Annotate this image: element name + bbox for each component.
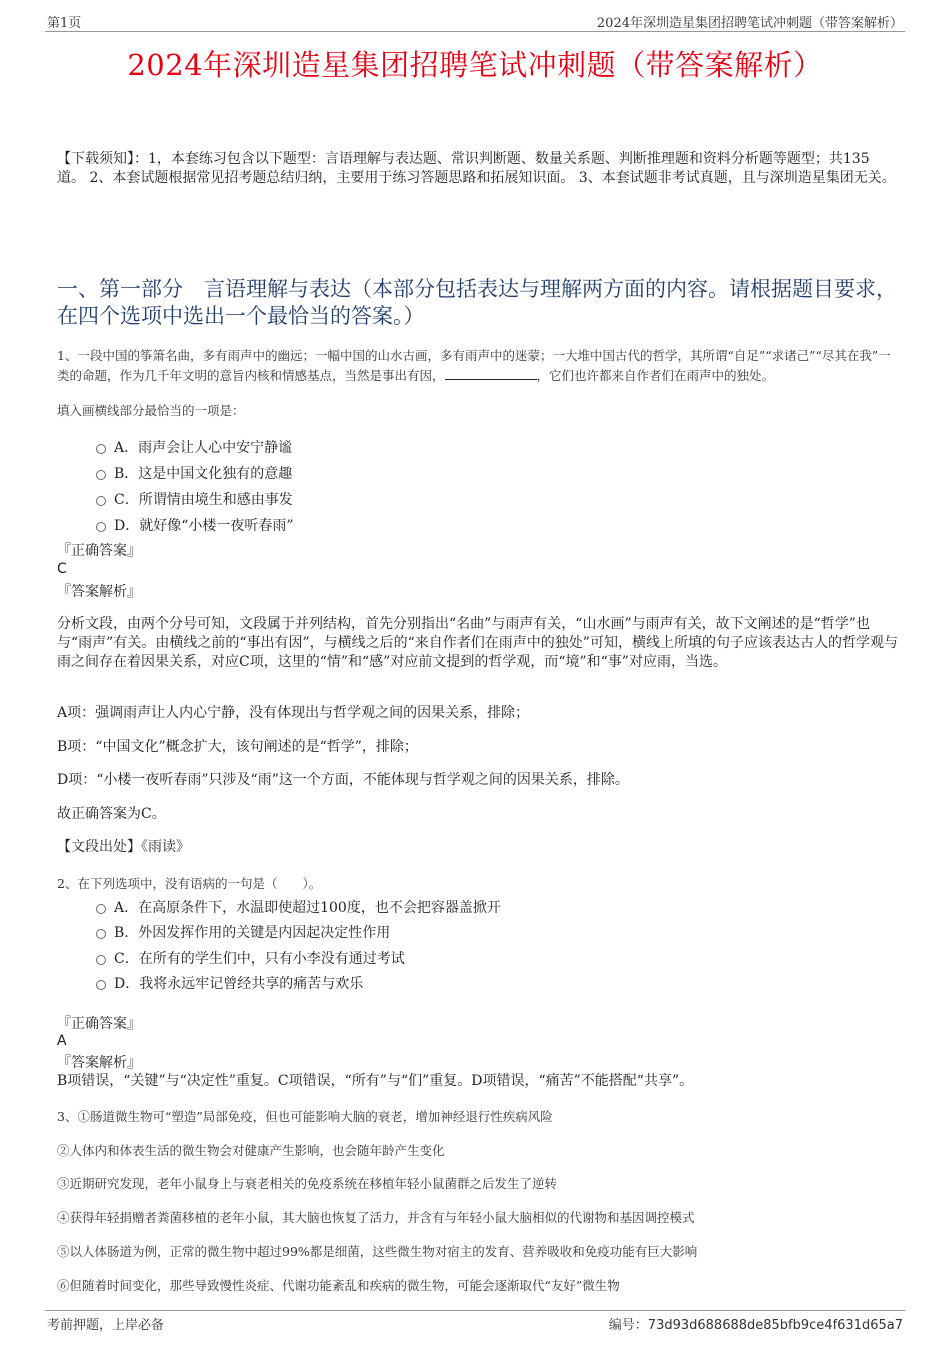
q1-source: 【文段出处】《雨读》 [57,839,190,855]
radio-icon[interactable] [96,904,106,914]
radio-icon[interactable] [96,444,106,454]
q2-answer-value: A [57,1033,67,1049]
q1-analysis-label: 『答案解析』 [57,584,141,600]
q1-note-d: D项：“小楼一夜听春雨”只涉及“雨”这一个方面，不能体现与哲学观之间的因果关系，排除。 [57,772,629,788]
q1-option-a-label: A．雨声会让人心中安宁静谧 [114,440,293,456]
footer-divider [45,1310,905,1311]
q3-line-1: 3、①肠道微生物可“塑造”局部免疫，但也可能影响大脑的衰老，增加神经退行性疾病风险 [57,1109,553,1124]
q1-conclusion: 故正确答案为C。 [57,806,166,822]
q2-analysis-label: 『答案解析』 [57,1055,141,1071]
radio-icon[interactable] [96,929,106,939]
q2-option-c[interactable] [96,948,405,968]
q1-stem [57,346,902,386]
q2-option-d[interactable] [96,973,363,993]
q2-option-a-label: A．在高原条件下，水温即使超过100度，也不会把容器盖掀开 [114,900,501,916]
running-title: 2024年深圳造星集团招聘笔试冲刺题（带答案解析） [596,16,903,31]
q1-option-b[interactable] [96,463,292,483]
q2-option-c-label: C．在所有的学生们中，只有小李没有通过考试 [114,951,405,967]
q3-line-4: ④获得年轻捐赠者粪菌移植的老年小鼠，其大脑也恢复了活力，并含有与年轻小鼠大脑相似的代谢物和基因调控模式 [57,1210,695,1225]
document-code-value: 73d93d688688de85bfb9ce4f631d65a7 [647,1318,903,1333]
q3-line-3: ③近期研究发现，老年小鼠身上与衰老相关的免疫系统在移植年轻小鼠菌群之后发生了逆转 [57,1176,558,1191]
q1-option-c-label: C．所谓情由境生和感由事发 [114,492,293,508]
q3-line-5: ⑤以人体肠道为例，正常的微生物中超过99%都是细菌，这些微生物对宿主的发育、营养吸收和免疫功能有巨大影响 [57,1244,698,1259]
footer-slogan: 考前押题，上岸必备 [47,1318,165,1333]
q1-fill-blank [445,367,537,380]
q1-answer-value: C [57,561,67,577]
q1-option-d[interactable] [96,515,294,535]
q2-option-d-label: D．我将永远牢记曾经共享的痛苦与欢乐 [114,976,364,992]
document-title: 2024年深圳造星集团招聘笔试冲刺题（带答案解析） [127,48,823,82]
radio-icon[interactable] [96,980,106,990]
q2-option-b[interactable] [96,922,390,942]
q2-answer-label: 『正确答案』 [57,1016,141,1032]
q1-analysis-text: 分析文段，由两个分号可知，文段属于并列结构，首先分别指出“名曲”与雨声有关，“山水画”与雨声有关，故下文阐述的是“哲学”也与“雨声”有关。由横线之前的“事出有因”，与横线之后的“来自作者们在雨声中的独处”可知，横线上所填的句子应该表达古人的哲学观与雨之间存在着因果关系，对应C项，这里的“情”和“感”对应前文提到的哲学观，而“境”和“事”对应雨，当选。 [57,616,898,670]
q1-option-b-label: B．这是中国文化独有的意趣 [114,466,293,482]
q1-note-a: A项：强调雨声让人内心宁静，没有体现出与哲学观之间的因果关系，排除； [57,705,530,721]
q2-option-b-label: B．外因发挥作用的关键是内因起决定性作用 [114,925,391,941]
radio-icon[interactable] [96,470,106,480]
page-number: 第1页 [47,16,82,31]
q1-option-c[interactable] [96,489,293,509]
radio-icon[interactable] [96,522,106,532]
document-code-label: 编号： [608,1318,648,1333]
radio-icon[interactable] [96,955,106,965]
q1-note-b: B项：“中国文化”概念扩大，该句阐述的是“哲学”，排除； [57,739,418,755]
download-notice: 【下载须知】：1，本套练习包含以下题型：言语理解与表达题、常识判断题、数量关系题、判断推理题和资料分析题等题型；共135道。 2、本套试题根据常见招考题总结归纳，主要用于练习答题思路和拓展知识面。 3、本套试题非考试真题，且与深圳造星集团无关。 [57,151,896,186]
q1-stem-part-b: ，它们也许都来自作者们在雨声中的独处。 [536,368,775,383]
q1-option-d-label: D．就好像“小楼一夜听春雨” [114,518,294,534]
q3-line-2: ②人体内和体表生活的微生物会对健康产生影响，也会随年龄产生变化 [57,1143,445,1158]
section-heading: 一、第一部分 言语理解与表达（本部分包括表达与理解两方面的内容。请根据题目要求，在四个选项中选出一个最恰当的答案。） [57,277,897,328]
header-divider [45,31,905,32]
q1-answer-label: 『正确答案』 [57,543,141,559]
q2-analysis-text: B项错误，“关键”与“决定性”重复。C项错误，“所有”与“们”重复。D项错误，“痛苦”不能搭配“共享”。 [57,1073,694,1089]
q2-option-a[interactable] [96,897,501,917]
q1-stem-part-a: 1、一段中国的筝箫名曲，多有雨声中的幽远；一幅中国的山水古画，多有雨声中的迷蒙；一大堆中国古代的哲学，其所谓“自足”“求诸己”“尽其在我”一类的命题，作为几千年文明的意旨内核和情感基点，当然是事出有因， [57,348,891,383]
q1-option-a[interactable] [96,437,292,457]
q3-line-6: ⑥但随着时间变化，那些导致慢性炎症、代谢功能紊乱和疾病的微生物，可能会逐渐取代“友好”微生物 [57,1278,620,1293]
radio-icon[interactable] [96,496,106,506]
q1-prompt: 填入画横线部分最恰当的一项是： [57,403,245,418]
document-code [609,1314,903,1333]
q2-stem: 2、在下列选项中，没有语病的一句是（ ）。 [57,876,322,891]
